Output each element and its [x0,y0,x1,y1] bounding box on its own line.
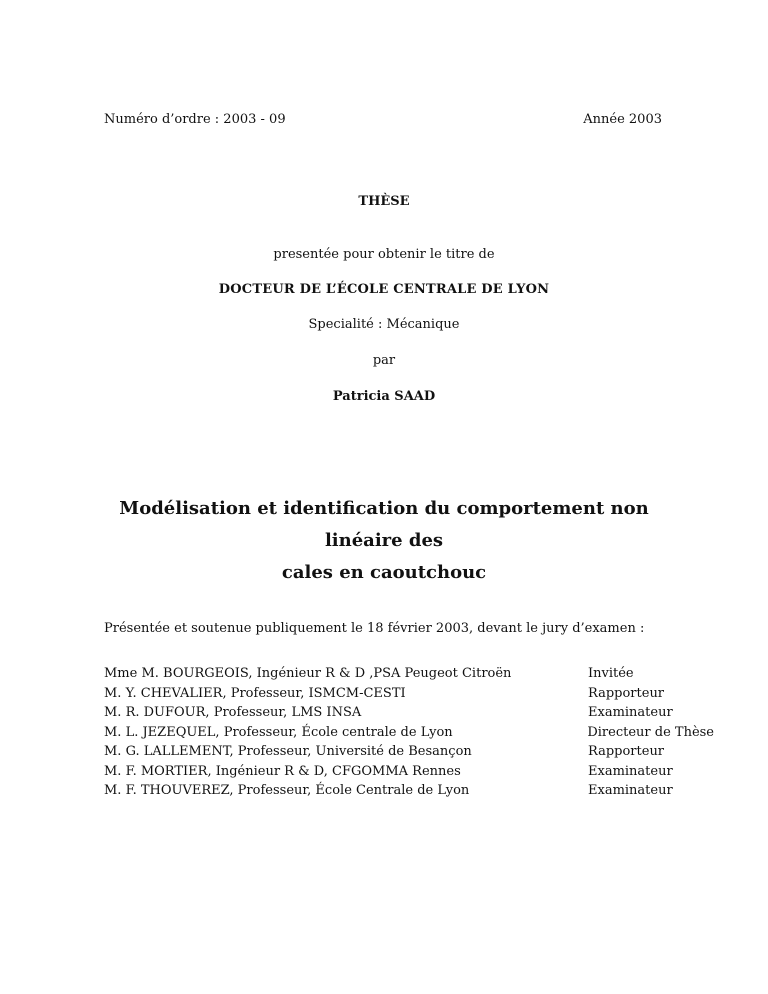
jury-member-name: M. L. JEZEQUEL, Professeur, École centrale de Lyon [104,724,453,740]
speciality: Specialité : Mécanique [308,317,460,332]
jury-row [104,666,714,686]
jury-row [104,686,714,706]
jury-member-role: Directeur de Thèse [587,724,714,740]
jury-row [104,783,714,803]
jury-member-name: M. G. LALLEMENT, Professeur, Université de Besançon [104,744,472,759]
thesis-label: THÈSE [358,194,410,209]
jury-row [104,705,714,725]
jury-member-role: Examinateur [588,783,673,798]
thesis-title [80,493,688,589]
degree: DOCTEUR DE L’ÉCOLE CENTRALE DE LYON [218,282,550,297]
thesis-title-line-1: Modélisation et identification du comportement non linéaire des [119,498,649,551]
jury-list [104,666,714,803]
jury-member-role: Examinateur [588,705,673,720]
by-label: par [372,353,396,368]
jury-row [104,744,714,764]
jury-member-name: M. F. MORTIER, Ingénieur R & D, CFGOMMA Rennes [104,763,461,779]
order-number: Numéro d’ordre : 2003 - 09 [104,112,286,127]
author: Patricia SAAD [332,389,436,404]
jury-member-name: Mme M. BOURGEOIS, Ingénieur R & D ,PSA Peugeot Citroën [104,666,512,681]
jury-member-name: M. Y. CHEVALIER, Professeur, ISMCM-CESTI [104,685,406,701]
jury-row [104,725,714,745]
year: Année 2003 [583,112,662,127]
jury-member-role: Rapporteur [588,685,665,701]
jury-member-role: Invitée [588,666,634,681]
jury-row [104,764,714,784]
defense-text: Présentée et soutenue publiquement le 18 février 2003, devant le jury d’examen : [104,621,645,636]
jury-member-role: Examinateur [588,763,673,779]
jury-member-name: M. F. THOUVEREZ, Professeur, École Centrale de Lyon [104,783,470,798]
thesis-title-line-2: cales en caoutchouc [281,562,487,583]
presented-for: presentée pour obtenir le titre de [273,247,495,262]
jury-member-name: M. R. DUFOUR, Professeur, LMS INSA [104,705,362,720]
jury-member-role: Rapporteur [588,744,665,759]
